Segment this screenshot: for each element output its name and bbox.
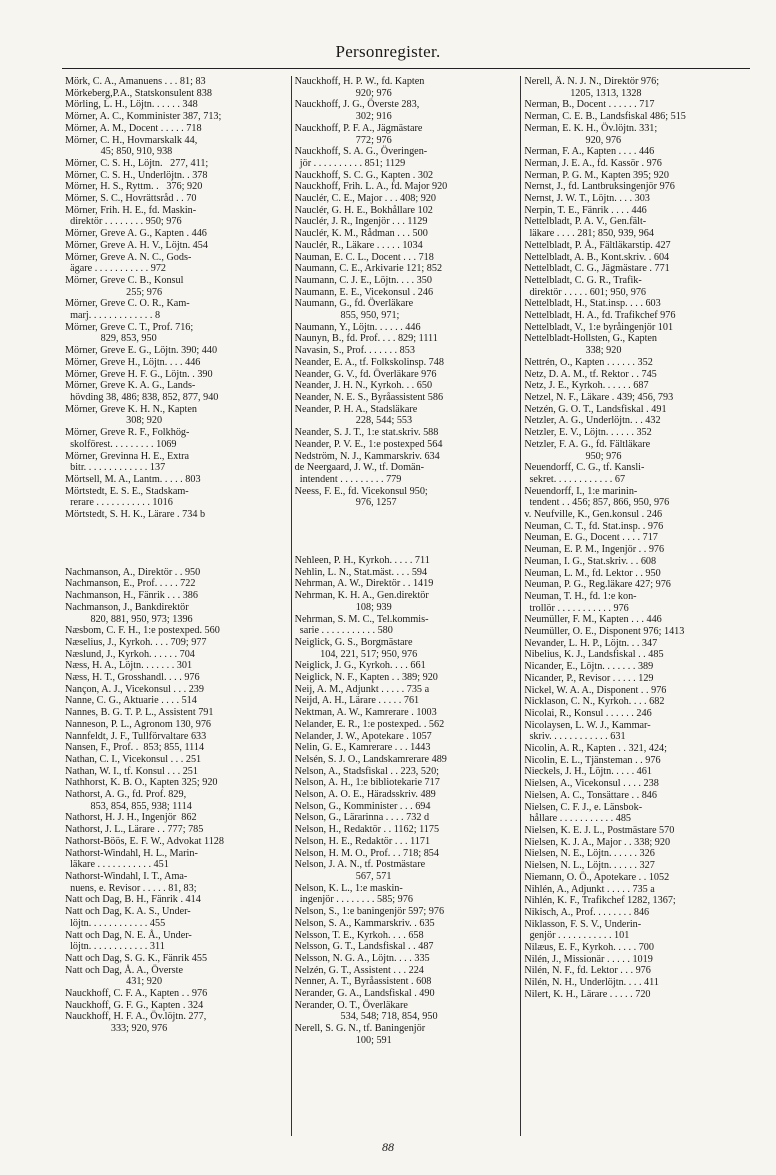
register-entry: 308; 920 [65, 415, 163, 427]
register-entry: Mörner, Greve A. H. V., Löjtn. 454 [65, 239, 208, 251]
register-entry: Nelson, G., Komminister . . . 694 [294, 800, 431, 812]
register-entry: Nicander, P., Revisor . . . . . 129 [524, 672, 654, 684]
register-entry: hövding 38, 486; 838, 852, 877, 940 [65, 391, 219, 403]
register-entry: Nanne, C. G., Aktuarie . . . . 514 [65, 695, 197, 707]
register-entry: Nelson, H. E., Redaktör . . . 1171 [294, 835, 431, 847]
register-entry: Neander, P. V. E., 1:e postexped 564 [294, 438, 443, 450]
register-entry: Nikisch, A., Prof. . . . . . . . 846 [524, 906, 650, 918]
register-entry: Mörner, Greve C. T., Prof. 716; [65, 321, 194, 333]
register-entry: Nerman, B., Docent . . . . . . 717 [524, 99, 655, 111]
register-entry: Neuman, C. T., fd. Stat.insp. . 976 [524, 520, 664, 532]
register-entry: läkare . . . . . . . . . . . 451 [65, 859, 169, 871]
register-entry: 255; 976 [65, 286, 163, 298]
register-entry: 104, 221, 517; 950, 976 [294, 648, 418, 660]
register-entry: trollör . . . . . . . . . . . 976 [524, 602, 629, 614]
register-entry: 534, 548; 718, 854, 950 [294, 1011, 438, 1023]
section-gap [295, 509, 518, 555]
register-entry: Nielsen, N. E., Löjtn. . . . . . 326 [524, 848, 655, 860]
register-entry: 920, 976 [524, 134, 622, 146]
register-entry: Nanneson, P. L., Agronom 130, 976 [65, 718, 212, 730]
register-entry: Nannfeldt, J. F., Tullförvaltare 633 [65, 730, 207, 742]
register-entry: 1205, 1313, 1328 [524, 87, 642, 99]
register-entry: Netzler, A. G., Underlöjtn. . . 432 [524, 415, 661, 427]
register-entry: Nibelius, K. J., Landsfiskal . . 485 [524, 649, 664, 661]
register-entry: Næslund, J., Kyrkoh. . . . . . 704 [65, 648, 195, 660]
register-entry: Nehlin, L. N., Stat.mäst. . . . 594 [294, 566, 428, 578]
register-entry: Nenner, A. T., Byråassistent . 608 [294, 976, 432, 988]
register-entry: Nathorst-Windahl, I. T., Ama- [65, 871, 188, 882]
register-entry: Naumann, E. E., Vicekonsul . 246 [294, 286, 434, 298]
register-entry: Nielsen, A. C., Tonsättare . . 846 [524, 789, 657, 801]
register-entry: 820, 881, 950, 973; 1396 [65, 613, 193, 625]
register-entry: Nerander, O. T., Överläkare [294, 999, 408, 1011]
register-entry: Navasin, S., Prof. . . . . . . 853 [294, 345, 415, 357]
register-entry: Mörner, A. C., Komminister 387, 713; [65, 111, 222, 123]
register-entry: 976, 1257 [294, 497, 397, 509]
register-entry: 772; 976 [294, 134, 392, 146]
register-entry: Nerman, F. A., Kapten . . . . 446 [524, 146, 655, 158]
register-entry: Nauckhoff, C. F. A., Kapten . . 976 [65, 988, 208, 1000]
register-entry: Nerman, C. E. B., Landsfiskal 486; 515 [524, 111, 686, 123]
register-entry: Mörner, Greve R. F., Folkhög- [65, 427, 190, 439]
register-entry: Nettelbladt, A. B., Kont.skriv. . 604 [524, 251, 670, 263]
register-entry: Nelsson, G. T., Landsfiskal . . 487 [294, 941, 434, 953]
register-entry: Neuman, I. G., Stat.skriv. . . 608 [524, 555, 657, 567]
register-entry: nuens, e. Revisor . . . . . 81, 83; [65, 882, 197, 894]
register-entry: Natt och Dag, S. G. K., Fänrik 455 [65, 952, 208, 964]
register-entry: Nelsson, T. E., Kyrkoh. . . . 658 [294, 929, 424, 941]
register-entry: Nauckhoff, G. F. G., Kapten . 324 [65, 999, 204, 1011]
register-entry: Mörk, C. A., Amanuens . . . 81; 83 [65, 76, 206, 87]
register-entry: Nelson, J. A. N., tf. Postmästare [294, 859, 426, 871]
register-entry: Naunyn, B., fd. Prof. . . . 829; 1111 [294, 333, 438, 345]
register-entry: Nielsen, A., Vicekonsul . . . . 238 [524, 778, 659, 790]
register-entry: Nathorst, J. L., Lärare . . 777; 785 [65, 824, 204, 836]
register-entry: Nelson, A., Stadsfiskal . . 223, 520; [294, 765, 439, 777]
register-entry: 950; 976 [524, 450, 622, 462]
register-entry: Neumüller, F. M., Kapten . . . 446 [524, 614, 662, 626]
register-entry: Nilén, N. H., Underlöjtn. . . . 411 [524, 977, 659, 989]
register-entry: Natt och Dag, N. E. Å., Under- [65, 929, 192, 941]
register-entry: Nihlén, K. F., Trafikchef 1282, 1367; [524, 895, 676, 907]
register-entry: Mörner, H. S., Ryttm. . 376; 920 [65, 181, 203, 193]
register-entry: Mörner, Greve H. F. G., Löjtn. . 390 [65, 368, 213, 380]
register-entry: v. Neufville, K., Gen.konsul . 246 [524, 509, 663, 521]
register-entry: Nicolin, E. L., Tjänsteman . . 976 [524, 754, 661, 766]
register-entry: Mörkeberg,P.A., Statskonsulent 838 [65, 87, 212, 99]
register-entry: 853, 854, 855, 938; 1114 [65, 800, 192, 812]
register-entry: Næss, H. T., Grosshandl. . . . 976 [65, 672, 200, 684]
register-entry: Nehrman, K. H. A., Gen.direktör [294, 590, 429, 602]
register-entry: Nathan, W. I., tf. Konsul . . . 251 [65, 765, 198, 777]
register-entry: läkare . . . . 281; 850, 939, 964 [524, 228, 654, 240]
register-entry: Nicander, E., Löjtn. . . . . . . 389 [524, 661, 654, 673]
register-entry: Nansen, F., Prof. . 853; 855, 1114 [65, 742, 205, 754]
register-entry: Nilén, N. F., fd. Lektor . . . 976 [524, 965, 651, 977]
register-entry: Nehrman, S. M. C., Tel.kommis- [294, 613, 429, 625]
register-entry: Nannes, B. G. T. P. L., Assistent 791 [65, 707, 214, 719]
register-entry: sarie . . . . . . . . . . . 580 [294, 625, 393, 637]
register-entry: skolförest. . . . . . . . . 1069 [65, 438, 177, 450]
register-entry: Mörner, Greve K. H. N., Kapten [65, 403, 197, 415]
register-entry: jör . . . . . . . . . . 851; 1129 [294, 157, 406, 169]
register-entry: Netzler, E. V., Löjtn. . . . . . 352 [524, 427, 652, 439]
register-entry: Nicolin, A. R., Kapten . . 321, 424; [524, 743, 667, 755]
page-number: 88 [382, 1140, 394, 1154]
register-entry: Nachmanson, H., Fänrik . . . 386 [65, 590, 198, 602]
register-entry: Nachmanson, J., Bankdirektör [65, 601, 189, 613]
register-entry: Nielsen, C. F. J., e. Länsbok- [524, 801, 643, 813]
register-entry: sekret. . . . . . . . . . . . 67 [524, 473, 626, 485]
register-entry: Nettelbladt, P. Å., Fältläkarstip. 427 [524, 239, 671, 251]
register-entry: Neuendorff, C. G., tf. Kansli- [524, 462, 645, 474]
register-entry: Neuman, E. G., Docent . . . . 717 [524, 532, 658, 544]
register-entry: Nektman, A. W., Kamrerare . 1003 [294, 707, 437, 719]
register-entry: Neij, A. M., Adjunkt . . . . . 735 a [294, 683, 430, 695]
register-entry: löjtn. . . . . . . . . . . . 311 [65, 941, 165, 953]
register-entry: Nelson, G., Lärarinna . . . . 732 d [294, 812, 430, 824]
register-entry: Niemann, O. Ö., Apotekare . . 1052 [524, 871, 670, 883]
register-entry: Nathorst, H. J. H., Ingenjör 862 [65, 812, 197, 824]
register-entry: Neander, G. V., fd. Överläkare 976 [294, 368, 437, 380]
register-entry: Nauckhoff, Frih. L. A., fd. Major 920 [294, 181, 448, 193]
register-entry: Nettelbladt-Hollsten, G., Kapten [524, 333, 658, 345]
register-entry: 100; 591 [294, 1034, 392, 1046]
register-entry: Neiglick, G. S., Borgmästare [294, 636, 413, 648]
register-entry: Nelander, J. W., Apotekare . 1057 [294, 730, 432, 742]
register-entry: Nauckhoff, J. G., Överste 283, [294, 99, 420, 111]
register-entry: 855, 950, 971; [294, 310, 400, 322]
register-entry: Nauman, E. C. L., Docent . . . 718 [294, 251, 434, 263]
register-entry: 338; 920 [524, 345, 622, 357]
register-entry: Netz, D. A. M., tf. Rektor . . 745 [524, 368, 657, 380]
register-entry: Neiglick, N. F., Kapten . . 389; 920 [294, 672, 438, 684]
register-entry: Nerman, P. G. M., Kapten 395; 920 [524, 169, 669, 181]
register-entry: 228, 544; 553 [294, 415, 413, 427]
register-entry: Nauckhoff, S. A. G., Överingen- [294, 146, 428, 158]
register-entry: Mörner, Greve A. N. C., Gods- [65, 251, 192, 263]
register-entry: Nerell, S. G. N., tf. Baningenjör [294, 1023, 426, 1035]
register-entry: Mörner, C. S. H., Underlöjtn. . 378 [65, 169, 208, 181]
register-entry: marj. . . . . . . . . . . . . 8 [65, 310, 161, 322]
register-entry: Nauclér, G. H. E., Bokhållare 102 [294, 204, 433, 216]
register-entry: 333; 920, 976 [65, 1023, 168, 1035]
register-entry: Nerpin, T. E., Fänrik . . . . 446 [524, 204, 647, 216]
register-entry: Nelson, A. O. E., Häradsskriv. 489 [294, 789, 436, 801]
register-column-3 [520, 76, 750, 1136]
register-entry: Mörtstedt, S. H. K., Lärare . 734 b [65, 509, 206, 521]
register-entry: Nelzén, G. T., Assistent . . . 224 [294, 964, 424, 976]
register-entry: Nilert, K. H., Lärare . . . . . 720 [524, 988, 651, 1000]
register-entry: genjör . . . . . . . . . . . 101 [524, 930, 630, 942]
register-entry: bitr. . . . . . . . . . . . . 137 [65, 462, 166, 474]
register-entry: Naumann, C. J. E., Löjtn. . . . 350 [294, 274, 432, 286]
register-entry: Nauckhoff, H. P. W., fd. Kapten [294, 76, 425, 87]
register-entry: Nielsen, K. E. J. L., Postmästare 570 [524, 825, 675, 836]
register-entry: Nickel, W. A. A., Disponent . . 976 [524, 684, 667, 696]
register-entry: Næss, H. A., Löjtn. . . . . . . 301 [65, 660, 193, 672]
register-entry: Neuman, T. H., fd. 1:e kon- [524, 590, 637, 602]
register-entry: Nauclér, J. R., Ingenjör . . . 1129 [294, 216, 428, 228]
register-entry: Nathhorst, K. B. O., Kapten 325; 920 [65, 777, 218, 789]
register-entry: Neander, P. H. A., Stadsläkare [294, 403, 418, 415]
register-entry: Nauclér, K. M., Rådman . . . 500 [294, 228, 428, 240]
register-entry: Nicklason, C. N., Kyrkoh. . . . 682 [524, 696, 665, 708]
register-entry: Nernst, J., fd. Lantbruksingenjör 976 [524, 181, 675, 193]
register-entry: Neumüller, O. E., Disponent 976; 1413 [524, 626, 685, 638]
page-header: Personregister. [335, 42, 441, 61]
register-entry: Nettelbladt, H. A., fd. Trafikchef 976 [524, 310, 676, 322]
register-entry: Nelsson, N. G. A., Löjtn. . . . 335 [294, 952, 430, 964]
register-entry: Nettrén, O., Kapten . . . . . . 352 [524, 356, 653, 368]
register-entry: rerare . . . . . . . . . . . 1016 [65, 497, 173, 509]
register-entry: Mörner, S. C., Hovrättsråd . . 70 [65, 193, 197, 205]
register-entry: 920; 976 [294, 87, 392, 99]
register-entry: Nerander, G. A., Landsfiskal . 490 [294, 988, 435, 1000]
register-entry: Nettelbladt, C. G., Jägmästare . 771 [524, 263, 670, 275]
register-entry: Neuman, P. G., Reg.läkare 427; 976 [524, 579, 671, 591]
register-entry: Nerell, Å. N. J. N., Direktör 976; [524, 76, 660, 87]
register-entry: Mörner, C. H., Hovmarskalk 44, [65, 134, 198, 146]
register-entry: Mörner, Greve K. A. G., Lands- [65, 380, 196, 392]
register-entry: Nançon, A. J., Vicekonsul . . . 239 [65, 683, 204, 695]
register-entry: skriv. . . . . . . . . . . . 631 [524, 731, 626, 743]
register-entry: Neiglick, J. G., Kyrkoh. . . . 661 [294, 660, 426, 672]
register-entry: Nicolaysen, L. W. J., Kammar- [524, 719, 651, 731]
register-entry: Nettelbladt, C. G. R., Trafik- [524, 274, 642, 286]
register-entry: Nauckhoff, P. F. A., Jägmästare [294, 122, 423, 134]
register-entry: Mörner, C. S. H., Löjtn. 277, 411; [65, 157, 209, 169]
register-entry: Neander, S. J. T., 1:e stat.skriv. 588 [294, 427, 439, 439]
register-entry: Nathan, C. I., Vicekonsul . . . 251 [65, 753, 202, 765]
register-entry: Nehleen, P. H., Kyrkoh. . . . . 711 [294, 555, 430, 567]
register-entry: Netzén, G. O. T., Landsfiskal . 491 [524, 403, 667, 415]
register-entry: Næselius, J., Kyrkoh. . . . 709; 977 [65, 636, 207, 648]
register-entry: Neander, J. H. N., Kyrkoh. . . 650 [294, 380, 433, 392]
register-entry: Mörner, Greve H., Löjtn. . . . 446 [65, 356, 201, 368]
register-entry: Neander, E. A., tf. Folkskolinsp. 748 [294, 356, 444, 368]
register-entry: Mörner, Greve A. G., Kapten . 446 [65, 228, 207, 240]
register-entry: 108; 939 [294, 601, 392, 613]
register-entry: Naumann, Y., Löjtn. . . . . . 446 [294, 321, 421, 333]
register-entry: Neuman, E. P. M., Ingenjör . . 976 [524, 544, 665, 556]
register-entry: Nelson, H., Redaktör . . 1162; 1175 [294, 824, 440, 836]
register-entry: Neuman, L. M., fd. Lektor . . 950 [524, 567, 661, 579]
register-entry: Mörner, A. M., Docent . . . . . 718 [65, 122, 202, 134]
register-entry: Nerman, E. K. H., Öv.löjtn. 331; [524, 122, 658, 134]
register-entry: Netzler, F. A. G., fd. Fältläkare [524, 438, 651, 450]
register-entry: Nelin, G. E., Kamrerare . . . 1443 [294, 742, 431, 754]
register-entry: Nelsén, S. J. O., Landskamrerare 489 [294, 753, 447, 765]
register-entry: Mörner, Frih. H. E., fd. Maskin- [65, 204, 197, 216]
register-entry: direktör . . . . . . . . 950; 976 [65, 216, 182, 228]
register-entry: Nachmanson, A., Direktör . . 950 [65, 566, 201, 578]
register-entry: Mörner, Greve C. O. R., Kam- [65, 298, 190, 310]
section-gap [65, 521, 288, 567]
register-entry: 567, 571 [294, 871, 392, 882]
register-entry: Nettelbladt, V., 1:e byråingenjör 101 [524, 321, 674, 333]
register-entry: Nelson, A. H., 1:e bibliotekarie 717 [294, 777, 440, 789]
register-entry: löjtn. . . . . . . . . . . . 455 [65, 917, 166, 929]
register-entry: Nelson, K. L., 1:e maskin- [294, 882, 403, 894]
register-entry: Nihlén, A., Adjunkt . . . . . 735 a [524, 883, 655, 895]
register-entry: intendent . . . . . . . . . 779 [294, 473, 402, 485]
register-entry: Nathorst, A. G., fd. Prof. 829, [65, 789, 187, 801]
register-entry: Nauclér, C. E., Major . . . 408; 920 [294, 193, 437, 205]
register-entry: Mörner, Greve C. B., Konsul [65, 274, 184, 286]
register-entry: Netzel, N. F., Läkare . 439; 456, 793 [524, 391, 674, 403]
register-entry: direktör . . . . . 601; 950, 976 [524, 286, 647, 298]
register-entry: Næsbom, C. F. H., 1:e postexped. 560 [65, 625, 220, 637]
register-entry: Nauclér, R., Läkare . . . . . 1034 [294, 239, 423, 251]
register-entry: Nehrman, A. W., Direktör . . 1419 [294, 578, 434, 590]
register-entry: Nauckhoff, H. F. A., Öv.löjtn. 277, [65, 1011, 207, 1023]
register-entry: Naumann, C. E., Arkivarie 121; 852 [294, 263, 443, 275]
register-entry: Natt och Dag, Å. A., Överste [65, 964, 183, 976]
register-entry: Neijd, A. H., Lärare . . . . . 761 [294, 695, 420, 707]
register-entry: Nelson, S. A., Kammarskriv. . 635 [294, 917, 435, 929]
register-entry: Nilén, J., Missionär . . . . . 1019 [524, 953, 653, 965]
register-entry: Nieckels, J. H., Löjtn. . . . . 461 [524, 766, 652, 778]
register-entry: Nachmanson, E., Prof. . . . . 722 [65, 578, 196, 590]
register-entry: Nevander, L. H. P., Löjtn. . . 347 [524, 637, 658, 649]
register-entry: Nelson, H. M. O., Prof. . . 718; 854 [294, 847, 439, 859]
register-entry: Mörner, Greve E. G., Löjtn. 390; 440 [65, 345, 218, 357]
register-entry: Nilæus, E. F., Kyrkoh. . . . . 700 [524, 942, 654, 954]
register-entry: Nauckhoff, S. C. G., Kapten . 302 [294, 169, 434, 181]
register-entry: 829, 853, 950 [65, 333, 157, 345]
register-entry: Nettelbladt, H., Stat.insp. . . . 603 [524, 298, 661, 310]
register-entry: Natt och Dag, B. H., Fänrik . 414 [65, 894, 201, 906]
register-columns [62, 76, 750, 1136]
register-entry: Nicolai, R., Konsul . . . . . . 246 [524, 707, 652, 719]
header-rule [62, 68, 750, 69]
register-entry: Nedström, N. J., Kammarskriv. 634 [294, 450, 440, 462]
register-entry: Nathorst-Böös, E. F. W., Advokat 1128 [65, 835, 224, 847]
register-entry: Neuendorff, I., 1:e marinin- [524, 485, 638, 497]
register-entry: Niklasson, F. S. V., Underin- [524, 918, 642, 930]
register-entry: Nerman, J. E. A., fd. Kassör . 976 [524, 157, 662, 169]
register-entry: Nettelbladt, P. A. V., Gen.fält- [524, 216, 647, 228]
register-entry: Nernst, J. W. T., Löjtn. . . . 303 [524, 193, 650, 205]
register-entry: Neess, F. E., fd. Vicekonsul 950; [294, 485, 428, 497]
register-entry: Naumann, G., fd. Överläkare [294, 298, 414, 310]
register-entry: Nathorst-Windahl, H. L., Marin- [65, 847, 198, 859]
register-entry: tendent . . 456; 857, 866, 950, 976 [524, 497, 670, 509]
register-entry: Nelander, E. R., 1:e postexped. . 562 [294, 718, 445, 730]
register-entry: hållare . . . . . . . . . . . 485 [524, 813, 632, 825]
register-entry: Mörling, L. H., Löjtn. . . . . . 348 [65, 99, 198, 111]
register-column-2 [291, 76, 521, 1136]
register-entry: 45; 850, 910, 938 [65, 146, 173, 158]
register-entry: Neander, N. E. S., Byråassistent 586 [294, 391, 444, 403]
register-entry: Mörner, Grevinna H. E., Extra [65, 450, 190, 462]
register-entry: Mörtsell, M. A., Lantm. . . . . 803 [65, 473, 201, 485]
register-entry: Nielsen, N. L., Löjtn. . . . . . 327 [524, 860, 655, 872]
register-entry: 302; 916 [294, 111, 392, 123]
register-entry: ingenjör . . . . . . . . 585; 976 [294, 894, 413, 906]
register-entry: ägare . . . . . . . . . . . 972 [65, 263, 167, 275]
register-entry: Natt och Dag, K. A. S., Under- [65, 906, 191, 918]
register-column-1 [62, 76, 291, 1136]
register-entry: 431; 920 [65, 976, 163, 988]
register-entry: Nelson, S., 1:e baningenjör 597; 976 [294, 906, 445, 918]
register-entry: de Neergaard, J. W., tf. Domän- [294, 462, 425, 474]
register-entry: Netz, J. E., Kyrkoh. . . . . . 687 [524, 380, 649, 392]
register-entry: Nielsen, K. J. A., Major . . 338; 920 [524, 836, 671, 848]
register-entry: Mörtstedt, E. S. E., Stadskam- [65, 485, 189, 497]
